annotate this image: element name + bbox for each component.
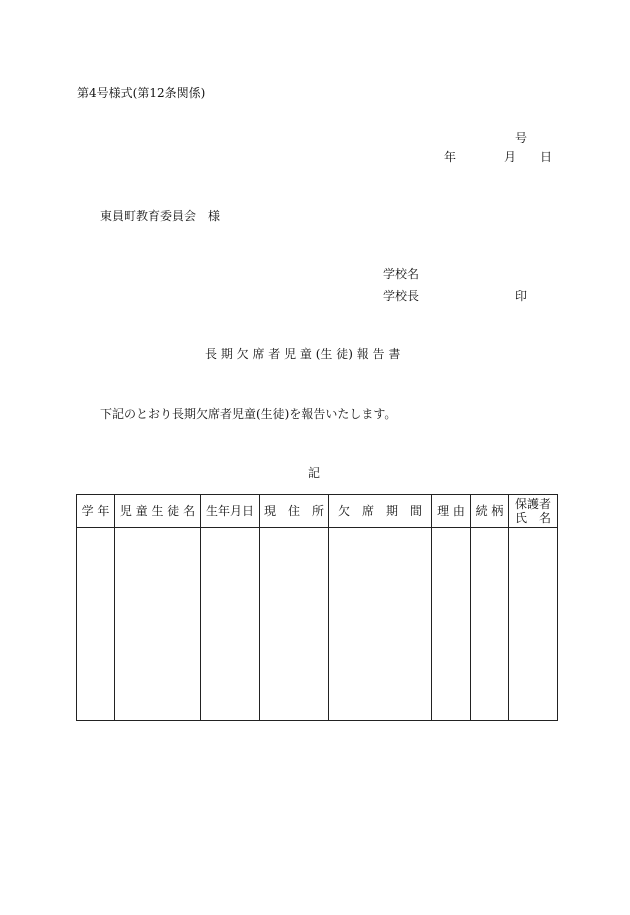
form-number: 第4号様式(第12条関係) [77,86,206,100]
seal-label: 印 [515,289,528,303]
report-table [76,494,558,721]
date-line [444,150,552,164]
table-row [77,528,558,721]
column-header-grade: 学 年 [77,495,115,528]
body-text: 下記のとおり長期欠席者児童(生徒)を報告いたします。 [100,407,397,421]
table-cell [471,528,509,721]
table-cell [509,528,558,721]
column-header-birthdate: 生年月日 [201,495,260,528]
school-name-label: 学校名 [383,267,420,281]
column-header-reason: 理 由 [432,495,471,528]
column-header-relationship: 続 柄 [471,495,509,528]
column-header-guardian-name: 保護者 氏 名 [509,495,558,528]
document-number-label: 号 [515,131,528,145]
table-cell [329,528,432,721]
column-header-address: 現 住 所 [260,495,329,528]
ki-label: 記 [308,466,321,480]
month-label: 月 [504,150,517,164]
document-title: 長 期 欠 席 者 児 童 (生 徒) 報 告 書 [205,347,401,361]
day-label: 日 [540,150,553,164]
table-cell [260,528,329,721]
table-cell [201,528,260,721]
table-header-row [77,495,558,528]
addressee: 東員町教育委員会 様 [100,209,221,223]
column-header-student-name: 児 童 生 徒 名 [115,495,201,528]
table-cell [77,528,115,721]
table-cell [115,528,201,721]
principal-label: 学校長 [383,289,420,303]
table-cell [432,528,471,721]
year-label: 年 [444,150,457,164]
column-header-absence-period: 欠 席 期 間 [329,495,432,528]
